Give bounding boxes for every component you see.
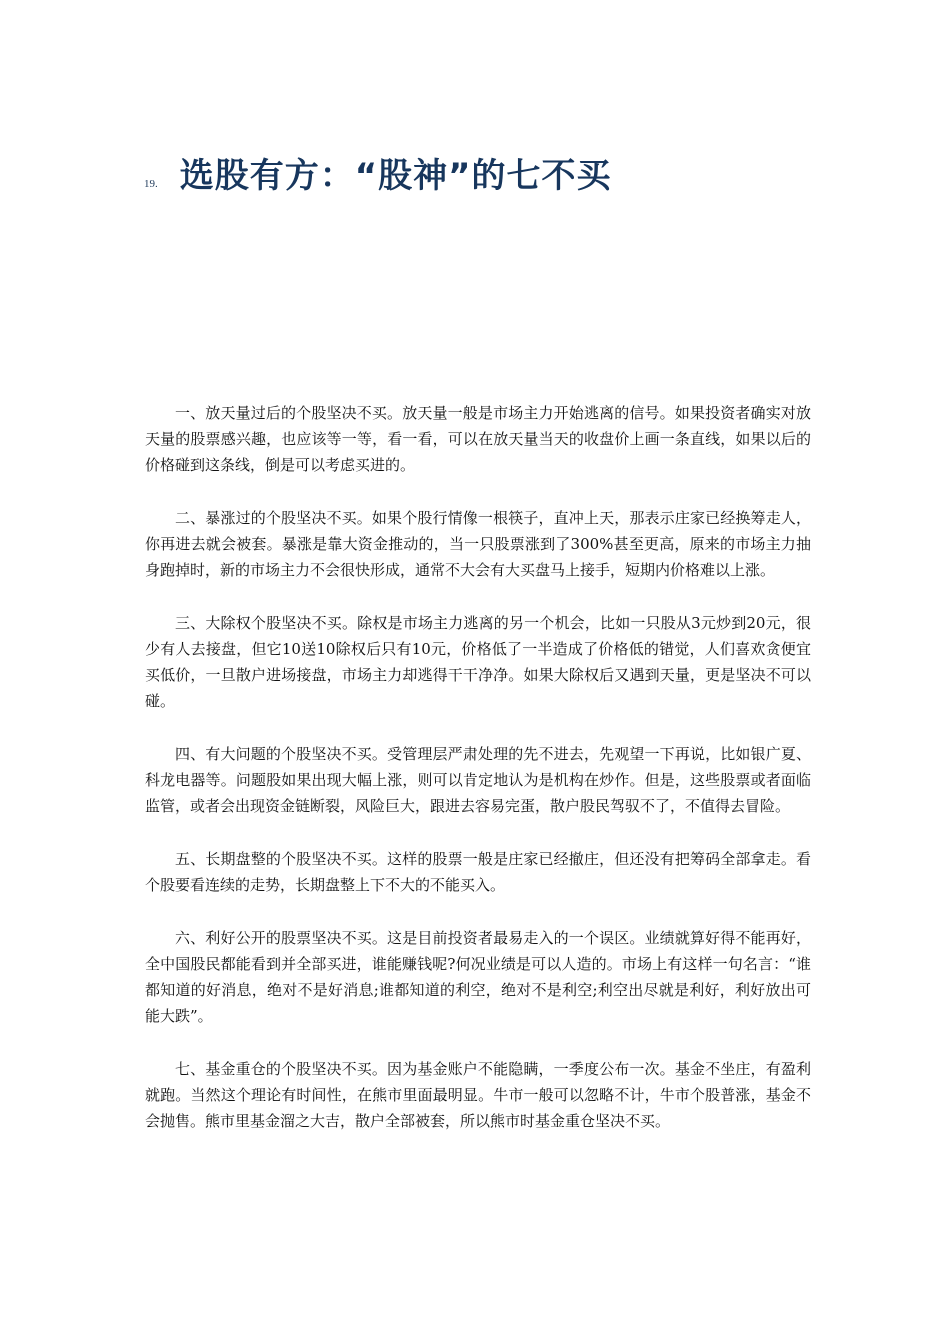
paragraph-4: 四、有大问题的个股坚决不买。受管理层严肃处理的先不进去，先观望一下再说，比如银广夏、科龙电器等。问题股如果出现大幅上涨，则可以肯定地认为是机构在炒作。但是，这些股票或者面临监管，或者会出现资金链断裂，风险巨大，跟进去容易完蛋，散户股民驾驭不了，不值得去冒险。 bbox=[145, 745, 811, 815]
paragraph-7: 七、基金重仓的个股坚决不买。因为基金账户不能隐瞒，一季度公布一次。基金不坐庄，有盈利就跑。当然这个理论有时间性，在熊市里面最明显。牛市一般可以忽略不计，牛市个股普涨，基金不会抛售。熊市里基金溜之大吉，散户全部被套，所以熊市时基金重仓坚决不买。 bbox=[145, 1060, 811, 1130]
paragraph-3: 三、大除权个股坚决不买。除权是市场主力逃离的另一个机会，比如一只股从3元炒到20元，很少有人去接盘，但它10送10除权后只有10元，价格低了一半造成了价格低的错觉，人们喜欢贪便宜买低价，一旦散户进场接盘，市场主力却逃得干干净净。如果大除权后又遇到天量，更是坚决不可以碰。 bbox=[145, 614, 811, 710]
paragraph-5: 五、长期盘整的个股坚决不买。这样的股票一般是庄家已经撤庄，但还没有把筹码全部拿走。看个股要看连续的走势，长期盘整上下不大的不能买入。 bbox=[145, 850, 811, 894]
paragraph-6: 六、利好公开的股票坚决不买。这是目前投资者最易走入的一个误区。业绩就算好得不能再好，全中国股民都能看到并全部买进，谁能赚钱呢?何况业绩是可以人造的。市场上有这样一句名言：“谁都知道的好消息，绝对不是好消息;谁都知道的利空，绝对不是利空;利空出尽就是利好，利好放出可能大跌”。 bbox=[145, 929, 811, 1025]
heading-title: 选股有方：“股神”的七不买 bbox=[179, 156, 612, 196]
paragraph-1: 一、放天量过后的个股坚决不买。放天量一般是市场主力开始逃离的信号。如果投资者确实对放天量的股票感兴趣，也应该等一等，看一看，可以在放天量当天的收盘价上画一条直线，如果以后的价格碰到这条线，倒是可以考虑买进的。 bbox=[145, 404, 811, 474]
section-heading bbox=[144, 148, 611, 197]
article-body bbox=[145, 400, 811, 1161]
paragraph-2: 二、暴涨过的个股坚决不买。如果个股行情像一根筷子，直冲上天，那表示庄家已经换筹走人，你再进去就会被套。暴涨是靠大资金推动的，当一只股票涨到了300%甚至更高，原来的市场主力抽身跑掉时，新的市场主力不会很快形成，通常不大会有大买盘马上接手，短期内价格难以上涨。 bbox=[145, 509, 811, 579]
heading-number: 19. bbox=[144, 178, 158, 190]
